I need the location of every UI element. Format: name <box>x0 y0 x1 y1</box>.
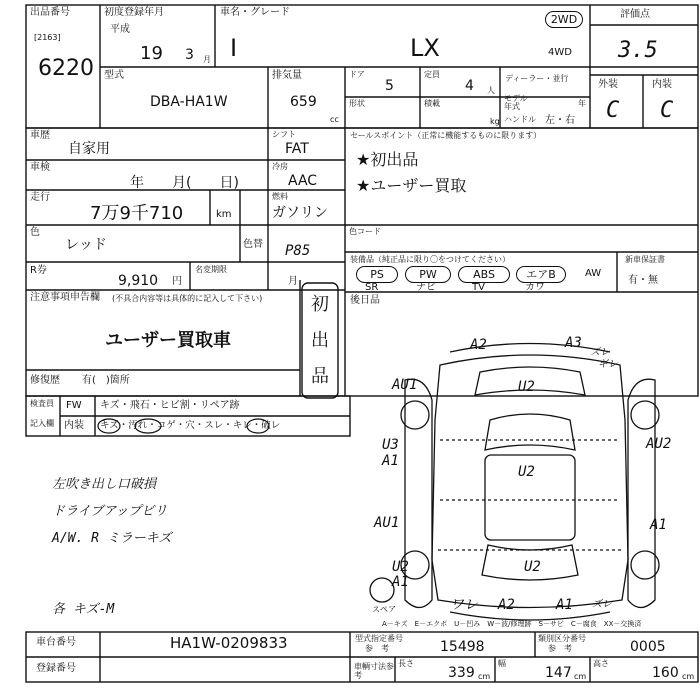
score-value: 3.5 <box>618 38 658 63</box>
notes-sublabel: (不具合内容等は具体的に記入して下さい) <box>112 294 263 303</box>
length-unit: cm <box>478 672 491 681</box>
height-value: 160 <box>652 665 679 681</box>
width-label: 幅 <box>498 659 506 668</box>
model-value: DBA-HA1W <box>150 94 228 110</box>
inspection-fields: 年 月( 日) <box>130 175 239 191</box>
year-unit: 年 <box>578 99 586 108</box>
equip-aw: AW <box>585 268 602 279</box>
handle-label: ハンドル <box>504 115 536 124</box>
mark-right-door-r: A1 <box>650 517 667 533</box>
mark-rear-center: A2 <box>498 597 515 613</box>
first-reg-label: 初度登録年月 <box>104 7 164 18</box>
sales-points-label: セールスポイント（正常に機能するものに限ります） <box>350 131 542 140</box>
sales-point-2: ★ユーザー買取 <box>356 176 467 195</box>
person-unit: 人 <box>487 86 495 95</box>
mark-front-right-note2: ギレ <box>598 359 618 370</box>
mark-rear-right: A1 <box>556 597 573 613</box>
load-label: 積載 <box>424 99 440 108</box>
fw-label: FW <box>66 400 82 411</box>
chassis-label: 車台番号 <box>36 637 76 648</box>
mark-rear: U2 <box>524 559 541 575</box>
mark-front-right: A3 <box>565 335 582 351</box>
stamp-char-3: 品 <box>311 366 329 387</box>
notes-label: 注意事項申告欄 <box>30 292 100 303</box>
shift-value: FAT <box>285 141 309 157</box>
mark-left-fender: AU1 <box>392 377 418 393</box>
notes-content: ユーザー買取車 <box>105 330 231 351</box>
interior-check-label: 内装 <box>64 420 84 431</box>
mark-rear-right-note: ズレ <box>592 599 612 610</box>
class-code-sub: 参 考 <box>548 644 572 653</box>
fuel-value: ガソリン <box>272 205 328 221</box>
height-unit: cm <box>682 672 695 681</box>
model-code-value: 15498 <box>440 639 485 655</box>
km-unit: km <box>216 209 232 220</box>
width-value: 147 <box>545 665 572 681</box>
ac-label: 冷房 <box>272 162 288 171</box>
interior-label: 内装 <box>652 79 672 90</box>
capacity-value: 4 <box>465 78 474 94</box>
mark-roof: U2 <box>518 464 535 480</box>
color-label: 色 <box>30 227 40 238</box>
cc-unit: cc <box>330 115 339 124</box>
shift-label: シフト <box>272 130 296 139</box>
mark-right-door-f: AU2 <box>646 436 672 452</box>
color-change-label: 色替 <box>243 239 263 250</box>
lot-number: 6220 <box>38 56 94 81</box>
spare-label: スペア <box>372 605 396 614</box>
history-value: 自家用 <box>68 141 110 157</box>
lot-sub: [2163] <box>34 33 61 42</box>
inspector-label-1: 検査員 <box>30 399 54 408</box>
exterior-label: 外装 <box>598 79 618 90</box>
mark-left-door-r: AU1 <box>374 515 400 531</box>
rear-items-label: 後日品 <box>350 295 380 306</box>
model-label: 型式 <box>104 70 124 81</box>
warranty-value: 有・無 <box>628 275 658 286</box>
damage-legend: A－キズ E－エクボ U－凹み W－波/修理跡 S－サビ C－腐食 XX－交換済 <box>382 620 642 628</box>
equip-sr: SR <box>365 282 379 293</box>
mark-hood: U2 <box>518 379 535 395</box>
equip-ps: PS <box>356 266 398 283</box>
equip-abs: ABS <box>458 266 510 283</box>
dealer-label: ディーラー・並行 <box>505 74 569 83</box>
interior-check-items: キズ・汚れ・コゲ・穴・スレ・キレ・破レ <box>100 420 281 431</box>
equip-pw: PW <box>405 266 451 283</box>
yen-unit: 円 <box>172 276 182 287</box>
handle-options: 左・右 <box>545 115 575 126</box>
recycle-fee: 9,910 <box>118 273 159 289</box>
color-code-value: P85 <box>285 243 311 259</box>
era: 平成 <box>110 24 130 35</box>
drive-2wd-circled: 2WD <box>545 11 583 28</box>
equipment-label: 装備品（純正品に限り〇をつけてください） <box>350 255 510 264</box>
mark-left-door-f2: A1 <box>382 453 399 469</box>
reg-year: 19 <box>140 43 163 64</box>
capacity-label: 定員 <box>424 70 440 79</box>
hand-note-3: A/W. R ミラーキズ <box>52 531 172 546</box>
name-grade-label: 車名・グレード <box>220 7 290 18</box>
color-code-label: 色コード <box>349 227 381 236</box>
mileage-value: 7万9千710 <box>90 203 184 224</box>
color-value: レッド <box>65 237 107 253</box>
inspection-label: 車検 <box>30 162 50 173</box>
history-label: 車歴 <box>30 130 50 141</box>
hand-note-1: 左吹き出し口破損 <box>52 477 157 492</box>
exterior-grade: C <box>606 98 620 123</box>
length-label: 長さ <box>398 659 414 668</box>
repair-value: 有( )箇所 <box>82 375 130 386</box>
shape-label: 形状 <box>349 99 365 108</box>
month-unit: 月 <box>203 55 211 64</box>
fw-items: キズ・飛石・ヒビ割・リペア跡 <box>100 400 240 411</box>
name-change-month: 月 <box>288 276 298 287</box>
displacement-label: 排気量 <box>272 70 302 81</box>
class-code-value: 0005 <box>630 639 666 655</box>
stamp-char-2: 出 <box>311 330 329 351</box>
size-label: 車輌寸法参考 <box>354 662 394 680</box>
equip-navi: ナビ <box>416 282 436 293</box>
mark-front-right-note: ズレ <box>590 347 610 358</box>
equip-airbag: エアB <box>516 266 566 283</box>
height-label: 高さ <box>593 659 609 668</box>
interior-grade: C <box>660 98 674 123</box>
hand-note-2: ドライブアップビリ <box>52 504 168 519</box>
stamp-char-1: 初 <box>311 294 329 315</box>
fuel-label: 燃料 <box>272 192 288 201</box>
lot-label: 出品番号 <box>30 7 70 18</box>
drive-4wd: 4WD <box>548 47 572 58</box>
grade: LX <box>410 34 440 62</box>
warranty-label: 新車保証書 <box>625 255 665 264</box>
model-code-label: 型式指定番号 <box>355 634 403 643</box>
recycle-label: R券 <box>30 265 47 276</box>
chassis-value: HA1W-0209833 <box>170 634 288 652</box>
class-code-label: 類別区分番号 <box>538 634 586 643</box>
model-code-sub: 参 考 <box>365 644 389 653</box>
ac-value: AAC <box>288 173 318 189</box>
mark-left-rear: U2 <box>392 559 409 575</box>
mark-left-rear-2: A1 <box>392 574 409 590</box>
width-unit: cm <box>574 672 587 681</box>
inspector-label-2: 記入欄 <box>30 419 54 428</box>
length-value: 339 <box>448 665 475 681</box>
car-name: I <box>230 34 238 62</box>
mileage-label: 走行 <box>30 192 50 203</box>
equip-leather: カワ <box>525 282 545 293</box>
door-label: ドア <box>349 70 365 79</box>
mark-front-left: A2 <box>470 337 487 353</box>
mark-rear-left: ワレ <box>450 597 478 613</box>
repair-label: 修復歴 <box>30 375 60 386</box>
reg-month: 3 <box>185 47 194 63</box>
equip-tv: TV <box>472 282 485 293</box>
mark-left-door-f: U3 <box>382 437 399 453</box>
sales-point-1: ★初出品 <box>356 150 419 169</box>
score-label: 評価点 <box>620 9 650 20</box>
reg-number-label: 登録番号 <box>36 663 76 674</box>
door-value: 5 <box>385 78 394 94</box>
kg-unit: kg <box>490 117 500 126</box>
model-year-label: モデル年式 <box>504 94 528 111</box>
displacement-value: 659 <box>290 94 317 110</box>
name-change-label: 名変期限 <box>195 265 227 274</box>
hand-note-4: 各 キズ-M <box>52 602 115 617</box>
